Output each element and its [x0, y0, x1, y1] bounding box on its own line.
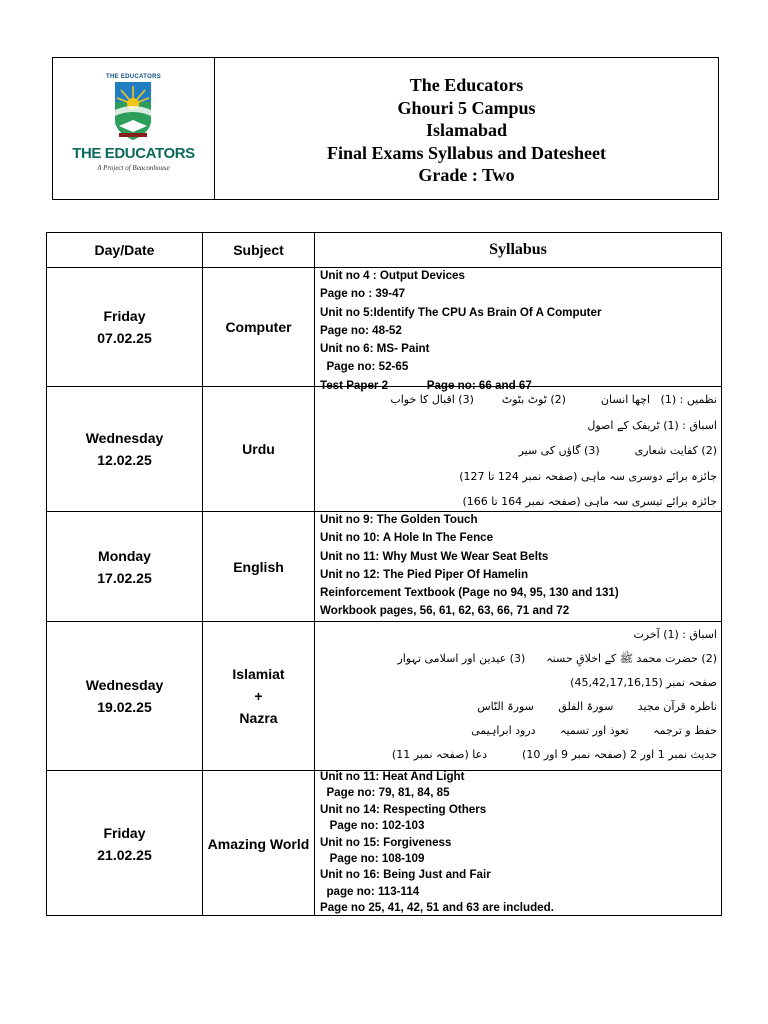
syllabus-computer: [320, 267, 720, 395]
table-row-date-cell: [47, 622, 202, 770]
logo-top-text: THE EDUCATORS: [105, 74, 161, 80]
syllabus-line: Unit no 6: MS- Paint: [320, 342, 430, 356]
syllabus-line: اسباق : (1) آخرت: [633, 628, 717, 641]
table-row-date-cell: [47, 268, 202, 386]
syllabus-amazing-world: [320, 769, 720, 917]
campus-name: Ghouri 5 Campus: [397, 97, 536, 118]
syllabus-line: Page no: 52-65: [320, 360, 409, 374]
syllabus-islamiat: [323, 623, 717, 767]
exam-day: Friday: [103, 308, 146, 324]
document-title: Final Exams Syllabus and Datesheet: [326, 142, 607, 163]
grade-label: Grade : Two: [418, 165, 515, 185]
syllabus-line: page no: 113-114: [320, 884, 420, 898]
school-name: The Educators: [409, 75, 524, 95]
syllabus-line: Page no : 39-47: [320, 287, 406, 301]
exam-date: 07.02.25: [97, 330, 152, 346]
logo-emblem-icon: [113, 80, 153, 142]
exam-date: 17.02.25: [97, 569, 152, 586]
exam-date: 19.02.25: [97, 699, 152, 715]
syllabus-urdu: [323, 387, 717, 515]
syllabus-line: Unit no 5:Identify The CPU As Brain Of A Computer: [320, 305, 602, 319]
syllabus-line: صفحہ نمبر (45,42,17,16,15): [570, 676, 717, 689]
logo-subtitle: A Project of Beaconhouse: [97, 164, 170, 172]
column-header-syllabus: Syllabus: [489, 241, 547, 258]
column-header-subject: Subject: [233, 242, 284, 258]
syllabus-line: Workbook pages, 56, 61, 62, 63, 66, 71 and 72: [320, 604, 570, 618]
syllabus-line: Unit no 4 : Output Devices: [320, 269, 465, 282]
syllabus-line: Unit no 11: Why Must We Wear Seat Belts: [320, 549, 549, 563]
header-box: [52, 57, 719, 200]
city-name: Islamabad: [425, 120, 508, 140]
subject-islamiat-nazra: [203, 622, 314, 770]
exam-date: 21.02.25: [97, 847, 152, 863]
datesheet-table: [46, 232, 722, 916]
syllabus-line: ناظرہ قرآن مجید سورۃ الفلق سورۃ النّاس: [477, 700, 717, 713]
syllabus-line: Page no: 79, 81, 84, 85: [320, 786, 450, 800]
syllabus-line: Test Paper 2 Page no: 66 and 67: [320, 378, 532, 392]
syllabus-line: Unit no 12: The Pied Piper Of Hamelin: [320, 567, 529, 581]
syllabus-line: Page no: 102-103: [320, 819, 425, 833]
syllabus-line: حفظ و ترجمہ تعوذ اور تسمیہ درود ابراہیمی: [471, 724, 717, 737]
syllabus-line: Unit no 15: Forgiveness: [320, 835, 452, 849]
subject-amazing-world: Amazing World: [207, 836, 310, 852]
syllabus-line: (2) حضرت محمد ﷺ کے اخلاقِ حسنہ (3) عیدین اور اسلامی تہوار: [397, 652, 717, 665]
syllabus-line: جائزہ برائے دوسری سہ ماہی (صفحہ نمبر 124 تا 127): [459, 469, 717, 483]
syllabus-line: Page no 25, 41, 42, 51 and 63 are included.: [320, 901, 554, 915]
syllabus-english: [320, 511, 720, 621]
syllabus-line: نظمیں : (1) اچھا انسان (2) ٹوٹ بٹوٹ (3) اقبال کا خواب: [390, 393, 717, 406]
column-divider: [314, 233, 315, 915]
syllabus-line: (2) کفایت شعاری (3) گاؤں کی سیر: [518, 444, 717, 457]
syllabus-line: Unit no 11: Heat And Light: [320, 770, 465, 783]
table-row-date-cell: [47, 771, 202, 917]
exam-day: Monday: [98, 547, 151, 564]
subject-english: English: [233, 558, 284, 575]
syllabus-line: Unit no 10: A Hole In The Fence: [320, 531, 494, 545]
syllabus-line: حدیث نمبر 1 اور 2 (صفحہ نمبر 9 اور 10) دعا (صفحہ نمبر 11): [391, 748, 717, 761]
syllabus-line: Reinforcement Textbook (Page no 94, 95, 130 and 131): [320, 586, 619, 600]
table-row-date-cell: [47, 512, 202, 621]
logo-name: THE EDUCATORS: [72, 145, 195, 162]
header-title-block: [215, 74, 718, 187]
syllabus-line: Page no: 48-52: [320, 323, 402, 337]
column-header-day-date: Day/Date: [94, 242, 155, 258]
exam-day: Wednesday: [85, 677, 164, 693]
exam-day: Friday: [103, 825, 146, 841]
syllabus-line: Unit no 14: Respecting Others: [320, 802, 487, 816]
subject-computer: Computer: [225, 319, 292, 335]
syllabus-line: Unit no 9: The Golden Touch: [320, 513, 478, 526]
syllabus-line: جائزہ برائے تیسری سہ ماہی (صفحہ نمبر 164 تا 166): [462, 495, 717, 508]
subject-line: Nazra: [239, 710, 278, 726]
syllabus-line: Unit no 16: Being Just and Fair: [320, 868, 491, 882]
subject-line: +: [254, 688, 263, 704]
school-logo: [53, 58, 214, 199]
exam-day: Wednesday: [85, 430, 164, 446]
syllabus-line: اسباق : (1) ٹریفک کے اصول: [587, 418, 717, 432]
subject-urdu: Urdu: [242, 441, 275, 457]
exam-date: 12.02.25: [97, 452, 152, 468]
syllabus-line: Page no: 108-109: [320, 852, 425, 866]
subject-line: Islamiat: [232, 666, 285, 682]
table-row-date-cell: [47, 387, 202, 511]
